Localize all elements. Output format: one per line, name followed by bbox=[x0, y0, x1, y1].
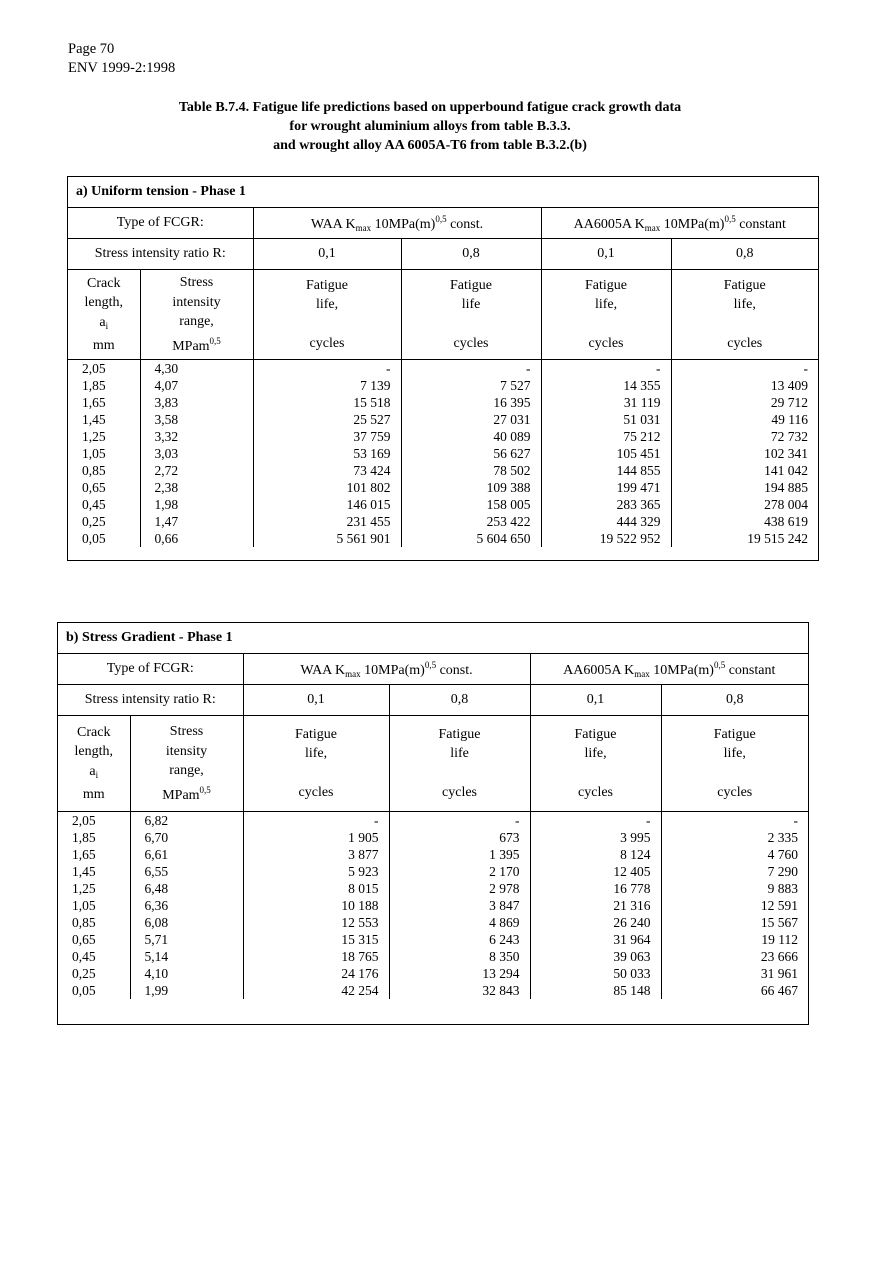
fatigue-life-cell: 438 619 bbox=[671, 513, 818, 530]
fatigue-life-cell: 19 522 952 bbox=[541, 530, 671, 547]
stress-range-cell: 1,47 bbox=[140, 513, 253, 530]
table-row bbox=[68, 530, 818, 547]
fatigue-life-cell: 444 329 bbox=[541, 513, 671, 530]
data-rows bbox=[68, 360, 818, 548]
fatigue-life-cell: 12 591 bbox=[661, 897, 808, 914]
fcgr-group-waa: WAA $K_{max}$ $10MPa(m)^{0,5}$ const. bbox=[243, 654, 530, 685]
table-row bbox=[68, 462, 818, 479]
fatigue-life-cell: 73 424 bbox=[253, 462, 401, 479]
fatigue-life-cell: 2 170 bbox=[389, 863, 530, 880]
fatigue-life-cell: 32 843 bbox=[389, 982, 530, 999]
stress-range-cell: 5,14 bbox=[130, 948, 243, 965]
stress-range-cell: 6,70 bbox=[130, 829, 243, 846]
fatigue-life-cell: 2 335 bbox=[661, 829, 808, 846]
fatigue-life-header: Fatigue life, cycles bbox=[541, 270, 671, 360]
fatigue-life-cell: 13 409 bbox=[671, 377, 818, 394]
stress-range-cell: 2,72 bbox=[140, 462, 253, 479]
section-title: a) Uniform tension - Phase 1 bbox=[76, 184, 246, 199]
crack-length-cell: 1,45 bbox=[72, 864, 96, 879]
fatigue-life-cell: 56 627 bbox=[401, 445, 541, 462]
crack-length-cell: 1,85 bbox=[82, 378, 106, 393]
page-header bbox=[68, 40, 175, 78]
fatigue-life-cell: 14 355 bbox=[541, 377, 671, 394]
fatigue-life-cell: 21 316 bbox=[530, 897, 661, 914]
ratio-value: 0,1 bbox=[541, 239, 671, 270]
fatigue-life-cell: 10 188 bbox=[243, 897, 389, 914]
data-rows bbox=[58, 812, 808, 1000]
fatigue-life-cell: 158 005 bbox=[401, 496, 541, 513]
table-row bbox=[68, 411, 818, 428]
section-title: b) Stress Gradient - Phase 1 bbox=[66, 630, 233, 645]
fatigue-life-cell: 199 471 bbox=[541, 479, 671, 496]
crack-length-cell: 1,05 bbox=[72, 898, 96, 913]
table-row bbox=[68, 513, 818, 530]
stress-range-cell: 0,66 bbox=[140, 530, 253, 547]
table-row bbox=[58, 897, 808, 914]
ratio-value: 0,8 bbox=[671, 239, 818, 270]
ratio-value: 0,1 bbox=[243, 685, 389, 716]
crack-length-cell: 2,05 bbox=[68, 360, 140, 378]
fatigue-life-cell: 26 240 bbox=[530, 914, 661, 931]
table-row bbox=[68, 445, 818, 462]
fatigue-life-cell: 109 388 bbox=[401, 479, 541, 496]
fatigue-life-cell: - bbox=[671, 360, 818, 378]
fatigue-life-cell: 8 124 bbox=[530, 846, 661, 863]
fatigue-life-cell: 42 254 bbox=[243, 982, 389, 999]
caption-line-2: for wrought aluminium alloys from table B.3.3. bbox=[289, 119, 571, 134]
fatigue-life-cell: 15 567 bbox=[661, 914, 808, 931]
stress-range-cell: 6,82 bbox=[130, 812, 243, 830]
fatigue-life-cell: - bbox=[243, 812, 389, 830]
fatigue-life-cell: 673 bbox=[389, 829, 530, 846]
fatigue-life-cell: 278 004 bbox=[671, 496, 818, 513]
crack-length-cell: 0,65 bbox=[82, 480, 106, 495]
fatigue-life-cell: 6 243 bbox=[389, 931, 530, 948]
fatigue-life-cell: 141 042 bbox=[671, 462, 818, 479]
table-row bbox=[68, 360, 818, 378]
stress-range-cell: 3,83 bbox=[140, 394, 253, 411]
crack-length-cell: 2,05 bbox=[58, 812, 130, 830]
crack-length-header: Crack length, $a_i$ mm bbox=[68, 270, 140, 360]
fatigue-life-header: Fatigue life cycles bbox=[401, 270, 541, 360]
crack-length-cell: 0,25 bbox=[72, 966, 96, 981]
ratio-value: 0,1 bbox=[253, 239, 401, 270]
crack-length-cell: 0,45 bbox=[82, 497, 106, 512]
table-row bbox=[68, 496, 818, 513]
fatigue-life-cell: 4 869 bbox=[389, 914, 530, 931]
fatigue-life-cell: 16 778 bbox=[530, 880, 661, 897]
table-row bbox=[58, 829, 808, 846]
fatigue-life-cell: 3 995 bbox=[530, 829, 661, 846]
caption-line-1: Table B.7.4. Fatigue life predictions based on upperbound fatigue crack growth data bbox=[178, 100, 682, 115]
fatigue-life-cell: 3 877 bbox=[243, 846, 389, 863]
fcgr-group-aa6005a: AA6005A $K_{max}$ $10MPa(m)^{0,5}$ constant bbox=[530, 654, 808, 685]
fatigue-table bbox=[68, 207, 818, 547]
fatigue-life-cell: - bbox=[530, 812, 661, 830]
crack-length-cell: 0,45 bbox=[72, 949, 96, 964]
table-row bbox=[58, 914, 808, 931]
fatigue-life-cell: 144 855 bbox=[541, 462, 671, 479]
fatigue-life-cell: 39 063 bbox=[530, 948, 661, 965]
crack-length-cell: 1,05 bbox=[82, 446, 106, 461]
table-row bbox=[58, 863, 808, 880]
stress-range-cell: 3,03 bbox=[140, 445, 253, 462]
fatigue-life-cell: 3 847 bbox=[389, 897, 530, 914]
fatigue-life-cell: 13 294 bbox=[389, 965, 530, 982]
fatigue-life-cell: 51 031 bbox=[541, 411, 671, 428]
fatigue-life-cell: 23 666 bbox=[661, 948, 808, 965]
table-row bbox=[58, 880, 808, 897]
stress-range-cell: 6,48 bbox=[130, 880, 243, 897]
fatigue-life-cell: 2 978 bbox=[389, 880, 530, 897]
table-row bbox=[58, 948, 808, 965]
table-row bbox=[58, 931, 808, 948]
fatigue-life-header: Fatigue life, cycles bbox=[671, 270, 818, 360]
fatigue-life-cell: 146 015 bbox=[253, 496, 401, 513]
fatigue-life-cell: 85 148 bbox=[530, 982, 661, 999]
fatigue-life-cell: 8 015 bbox=[243, 880, 389, 897]
stress-range-cell: 4,07 bbox=[140, 377, 253, 394]
crack-length-cell: 0,25 bbox=[82, 514, 106, 529]
fatigue-life-cell: 7 290 bbox=[661, 863, 808, 880]
table-uniform-tension bbox=[67, 176, 819, 561]
fatigue-life-cell: 15 315 bbox=[243, 931, 389, 948]
fatigue-life-cell: - bbox=[389, 812, 530, 830]
fatigue-life-cell: 72 732 bbox=[671, 428, 818, 445]
fatigue-life-cell: 12 405 bbox=[530, 863, 661, 880]
fatigue-life-header: Fatigue life, cycles bbox=[530, 716, 661, 812]
fatigue-life-header: Fatigue life cycles bbox=[389, 716, 530, 812]
fatigue-life-cell: 9 883 bbox=[661, 880, 808, 897]
fatigue-life-cell: 66 467 bbox=[661, 982, 808, 999]
fcgr-group-aa6005a: AA6005A $K_{max}$ $10MPa(m)^{0,5}$ constant bbox=[541, 208, 818, 239]
fcgr-type-label: Type of FCGR: bbox=[58, 654, 243, 685]
crack-length-cell: 0,85 bbox=[72, 915, 96, 930]
table-row bbox=[68, 428, 818, 445]
ratio-value: 0,8 bbox=[389, 685, 530, 716]
table-row bbox=[68, 394, 818, 411]
table-row bbox=[58, 846, 808, 863]
crack-length-cell: 1,45 bbox=[82, 412, 106, 427]
fatigue-life-cell: 16 395 bbox=[401, 394, 541, 411]
fatigue-life-cell: 5 604 650 bbox=[401, 530, 541, 547]
stress-range-cell: 4,30 bbox=[140, 360, 253, 378]
fatigue-life-cell: 105 451 bbox=[541, 445, 671, 462]
fatigue-life-cell: 31 964 bbox=[530, 931, 661, 948]
stress-range-cell: 5,71 bbox=[130, 931, 243, 948]
fatigue-life-cell: 31 119 bbox=[541, 394, 671, 411]
fatigue-life-cell: 101 802 bbox=[253, 479, 401, 496]
ratio-label: Stress intensity ratio R: bbox=[68, 239, 253, 270]
stress-range-cell: 6,36 bbox=[130, 897, 243, 914]
fatigue-life-cell: 231 455 bbox=[253, 513, 401, 530]
fatigue-life-cell: 18 765 bbox=[243, 948, 389, 965]
stress-range-cell: 2,38 bbox=[140, 479, 253, 496]
fcgr-type-label: Type of FCGR: bbox=[68, 208, 253, 239]
stress-range-cell: 1,99 bbox=[130, 982, 243, 999]
ratio-label: Stress intensity ratio R: bbox=[58, 685, 243, 716]
fatigue-life-cell: 53 169 bbox=[253, 445, 401, 462]
fatigue-life-cell: 31 961 bbox=[661, 965, 808, 982]
table-row bbox=[68, 479, 818, 496]
fatigue-life-cell: 5 923 bbox=[243, 863, 389, 880]
fatigue-life-cell: 27 031 bbox=[401, 411, 541, 428]
fatigue-life-cell: 1 905 bbox=[243, 829, 389, 846]
fatigue-life-cell: 4 760 bbox=[661, 846, 808, 863]
stress-range-cell: 6,08 bbox=[130, 914, 243, 931]
stress-range-cell: 4,10 bbox=[130, 965, 243, 982]
fatigue-life-cell: 1 395 bbox=[389, 846, 530, 863]
crack-length-cell: 0,65 bbox=[72, 932, 96, 947]
crack-length-cell: 1,85 bbox=[72, 830, 96, 845]
table-row bbox=[58, 982, 808, 999]
ratio-value: 0,8 bbox=[401, 239, 541, 270]
stress-range-cell: 6,61 bbox=[130, 846, 243, 863]
fatigue-life-cell: 194 885 bbox=[671, 479, 818, 496]
caption-line-3: and wrought alloy AA 6005A-T6 from table B.3.2.(b) bbox=[273, 138, 587, 153]
crack-length-cell: 1,25 bbox=[72, 881, 96, 896]
fatigue-life-cell: 15 518 bbox=[253, 394, 401, 411]
table-row bbox=[68, 377, 818, 394]
table-row bbox=[58, 965, 808, 982]
fatigue-life-cell: 29 712 bbox=[671, 394, 818, 411]
stress-range-cell: 3,58 bbox=[140, 411, 253, 428]
fatigue-life-cell: 19 515 242 bbox=[671, 530, 818, 547]
table-row bbox=[58, 812, 808, 830]
fatigue-life-cell: 40 089 bbox=[401, 428, 541, 445]
fatigue-life-cell: - bbox=[253, 360, 401, 378]
fatigue-life-cell: 50 033 bbox=[530, 965, 661, 982]
ratio-value: 0,1 bbox=[530, 685, 661, 716]
fatigue-life-cell: 8 350 bbox=[389, 948, 530, 965]
table-caption bbox=[60, 98, 800, 155]
stress-range-cell: 1,98 bbox=[140, 496, 253, 513]
fatigue-life-cell: 283 365 bbox=[541, 496, 671, 513]
fatigue-life-cell: 78 502 bbox=[401, 462, 541, 479]
fatigue-life-header: Fatigue life, cycles bbox=[661, 716, 808, 812]
fatigue-life-cell: 37 759 bbox=[253, 428, 401, 445]
stress-range-header: Stress itensity range, MPam$^{0,5}$ bbox=[130, 716, 243, 812]
fatigue-table bbox=[58, 653, 808, 999]
fatigue-life-cell: 7 139 bbox=[253, 377, 401, 394]
fatigue-life-cell: 253 422 bbox=[401, 513, 541, 530]
crack-length-cell: 1,65 bbox=[82, 395, 106, 410]
fatigue-life-cell: 102 341 bbox=[671, 445, 818, 462]
crack-length-cell: 0,05 bbox=[72, 983, 96, 998]
fatigue-life-cell: 7 527 bbox=[401, 377, 541, 394]
crack-length-cell: 0,05 bbox=[82, 531, 106, 546]
fatigue-life-cell: 19 112 bbox=[661, 931, 808, 948]
crack-length-cell: 1,65 bbox=[72, 847, 96, 862]
stress-range-header: Stress intensity range, MPam$^{0,5}$ bbox=[140, 270, 253, 360]
fatigue-life-cell: - bbox=[541, 360, 671, 378]
table-stress-gradient bbox=[57, 622, 809, 1025]
crack-length-header: Crack length, $a_i$ mm bbox=[58, 716, 130, 812]
fatigue-life-header: Fatigue life, cycles bbox=[253, 270, 401, 360]
fatigue-life-cell: 75 212 bbox=[541, 428, 671, 445]
standard-reference: ENV 1999-2:1998 bbox=[68, 60, 176, 76]
page-number: Page 70 bbox=[68, 41, 115, 57]
fatigue-life-cell: - bbox=[401, 360, 541, 378]
fatigue-life-cell: - bbox=[661, 812, 808, 830]
fatigue-life-cell: 5 561 901 bbox=[253, 530, 401, 547]
stress-range-cell: 3,32 bbox=[140, 428, 253, 445]
fatigue-life-cell: 25 527 bbox=[253, 411, 401, 428]
fatigue-life-header: Fatigue life, cycles bbox=[243, 716, 389, 812]
fatigue-life-cell: 49 116 bbox=[671, 411, 818, 428]
crack-length-cell: 1,25 bbox=[82, 429, 106, 444]
stress-range-cell: 6,55 bbox=[130, 863, 243, 880]
fatigue-life-cell: 12 553 bbox=[243, 914, 389, 931]
crack-length-cell: 0,85 bbox=[82, 463, 106, 478]
fatigue-life-cell: 24 176 bbox=[243, 965, 389, 982]
fcgr-group-waa: WAA $K_{max}$ $10MPa(m)^{0,5}$ const. bbox=[253, 208, 541, 239]
ratio-value: 0,8 bbox=[661, 685, 808, 716]
